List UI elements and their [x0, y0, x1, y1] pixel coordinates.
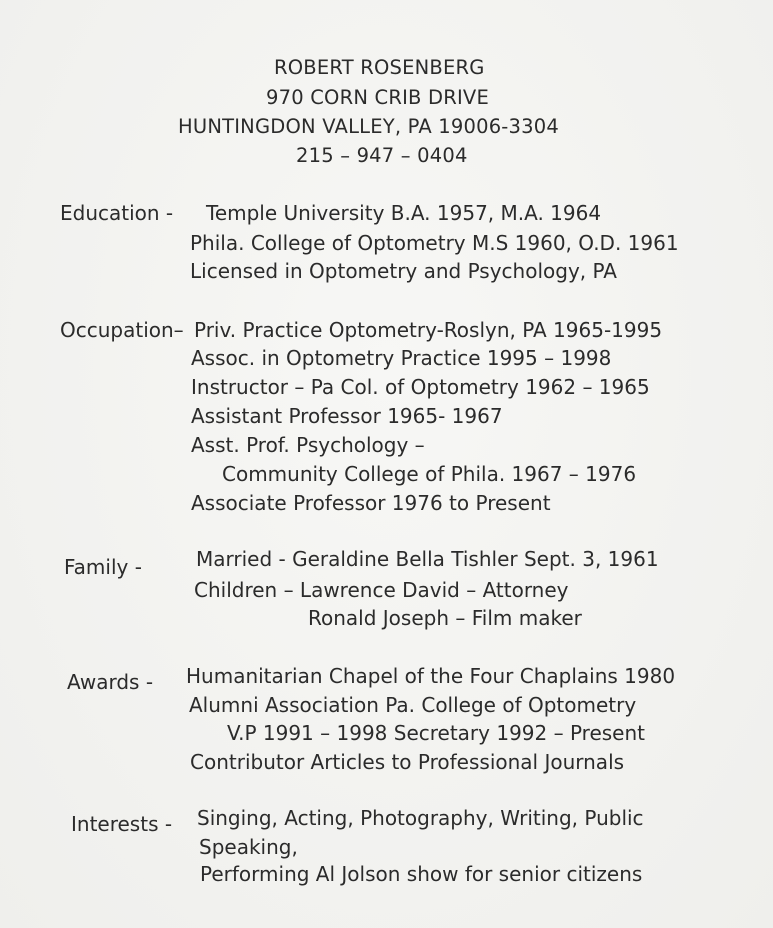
education-line: Licensed in Optometry and Psychology, PA — [190, 259, 617, 283]
resume-city: HUNTINGDON VALLEY, PA 19006-3304 — [178, 115, 559, 138]
education-line: Temple University B.A. 1957, M.A. 1964 — [206, 201, 602, 225]
awards-label: Awards - — [67, 670, 154, 694]
occupation-line: Community College of Phila. 1967 – 1976 — [222, 462, 637, 486]
resume-name: ROBERT ROSENBERG — [274, 56, 485, 79]
occupation-line: Asst. Prof. Psychology – — [191, 433, 425, 457]
occupation-line: Associate Professor 1976 to Present — [191, 491, 551, 515]
awards-line: V.P 1991 – 1998 Secretary 1992 – Present — [227, 721, 645, 745]
awards-line: Alumni Association Pa. College of Optometry — [189, 693, 637, 717]
resume-phone: 215 – 947 – 0404 — [296, 144, 468, 167]
occupation-line: Priv. Practice Optometry-Roslyn, PA 1965-1995 — [194, 318, 663, 342]
occupation-line: Assoc. in Optometry Practice 1995 – 1998 — [191, 346, 612, 370]
interests-line: Singing, Acting, Photography, Writing, Public — [197, 806, 644, 830]
interests-line: Speaking, — [199, 835, 298, 859]
awards-line: Humanitarian Chapel of the Four Chaplains 1980 — [186, 664, 676, 688]
occupation-line: Assistant Professor 1965- 1967 — [191, 404, 503, 428]
education-label: Education - — [60, 201, 174, 225]
resume-street: 970 CORN CRIB DRIVE — [266, 86, 489, 109]
family-label: Family - — [64, 555, 142, 579]
occupation-line: Instructor – Pa Col. of Optometry 1962 – 1965 — [191, 375, 650, 399]
family-line: Married - Geraldine Bella Tishler Sept. 3, 1961 — [196, 547, 659, 571]
interests-label: Interests - — [71, 812, 173, 836]
occupation-label: Occupation– — [60, 318, 184, 342]
education-line: Phila. College of Optometry M.S 1960, O.D. 1961 — [190, 231, 679, 255]
family-line: Ronald Joseph – Film maker — [308, 606, 582, 630]
awards-line: Contributor Articles to Professional Journals — [190, 750, 625, 774]
interests-line: Performing Al Jolson show for senior citizens — [200, 862, 643, 886]
family-line: Children – Lawrence David – Attorney — [194, 578, 569, 602]
